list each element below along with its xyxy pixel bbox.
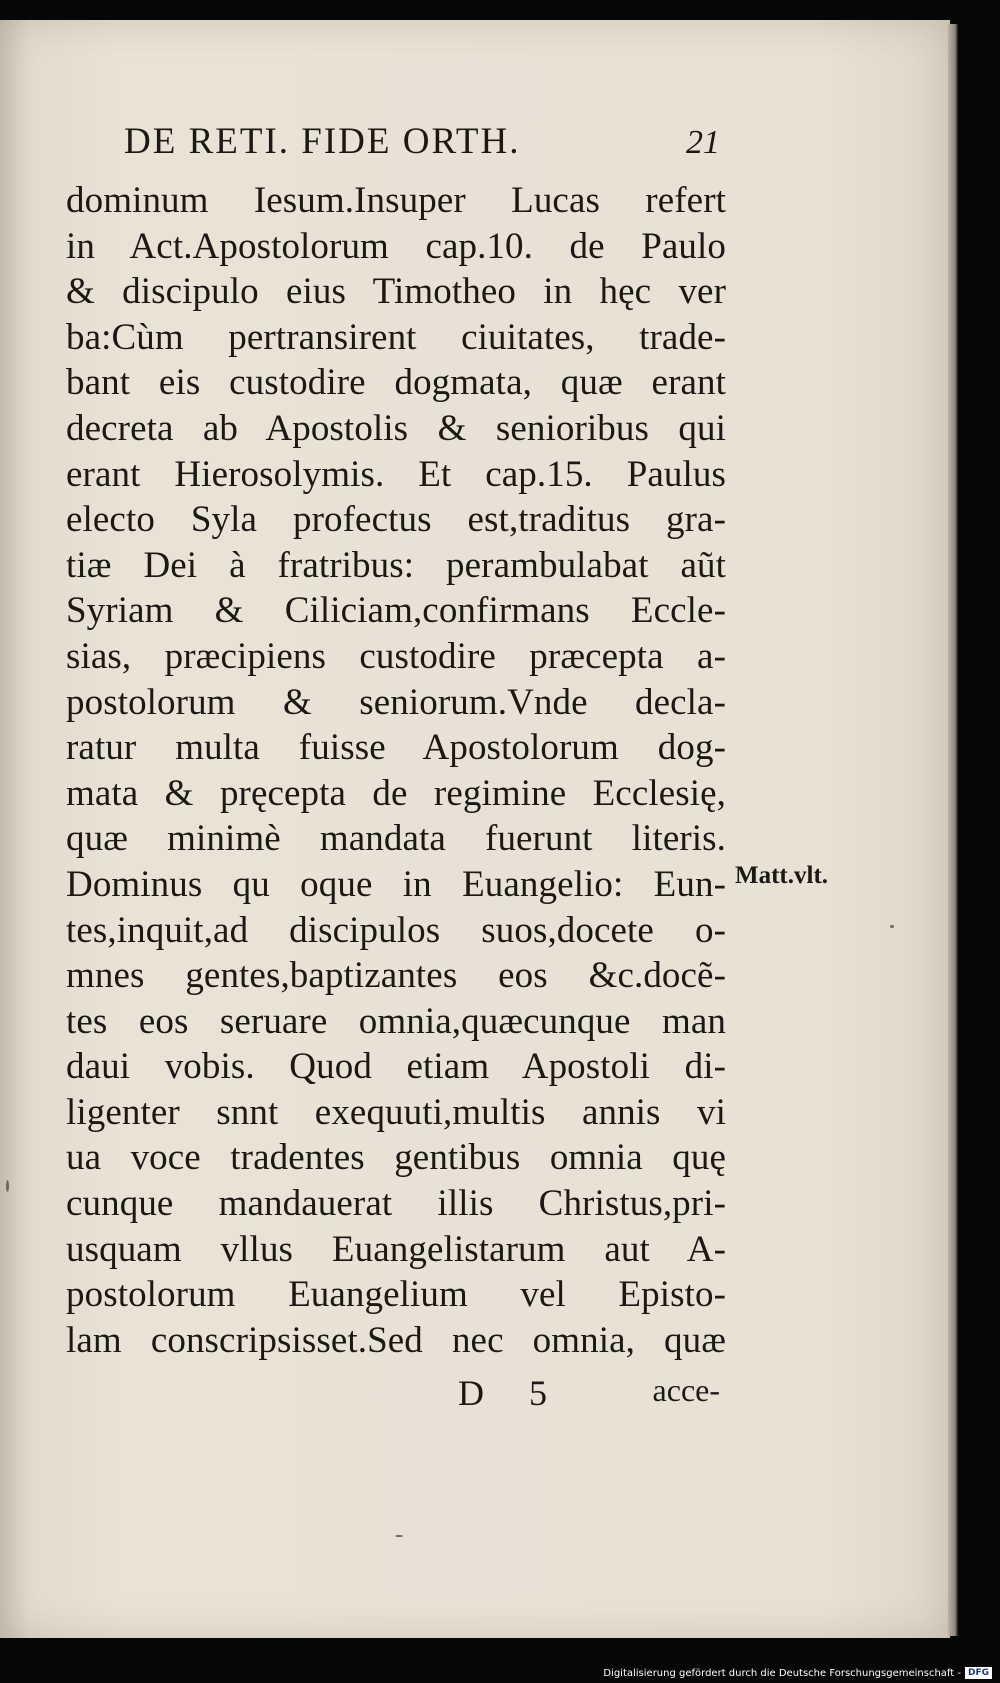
page-edge (948, 24, 958, 1636)
text-line: sias, præcipiens custodire præcepta a- (66, 635, 726, 677)
text-line: Dominus qu oque in Euangelio: Eun- (66, 863, 726, 905)
text-line: postolorum Euangelium vel Episto- (66, 1274, 726, 1316)
text-line: electo Syla profectus est,traditus gra- (66, 499, 726, 541)
text-line: dominum Iesum.Insuper Lucas refert (66, 180, 726, 221)
text-line: ligenter snnt exequuti,multis annis vi (66, 1091, 726, 1133)
text-line: ratur multa fuisse Apostolorum dog- (66, 727, 726, 769)
marginal-note: Matt.vlt. (735, 862, 829, 889)
dfg-logo: DFG (965, 1667, 992, 1679)
paper-speck (395, 1535, 403, 1537)
text-line: bant eis custodire dogmata, quæ erant (66, 362, 726, 404)
page-footer (66, 1372, 726, 1422)
text-line: tes eos seruare omnia,quæcunque man (66, 1000, 726, 1042)
text-line: erant Hierosolymis. Et cap.15. Paulus (66, 453, 726, 495)
text-line: in Act.Apostolorum cap.10. de Paulo (66, 225, 726, 267)
digitization-notice (603, 1667, 992, 1679)
text-line: mata & pręcepta de regimine Ecclesię, (66, 772, 726, 814)
text-line: quæ minimè mandata fuerunt literis. (66, 818, 726, 860)
catchword: acce- (652, 1372, 720, 1408)
text-line: usquam vllus Euangelistarum aut A- (66, 1228, 726, 1270)
paper-speck (6, 1180, 9, 1192)
page-number: 21 (686, 124, 720, 161)
paper-speck (890, 925, 894, 928)
running-head-title: DE RETI. FIDE ORTH. (124, 121, 521, 162)
text-line: tes,inquit,ad discipulos suos,docete o- (66, 909, 726, 951)
body-text (66, 178, 726, 1363)
text-line: decreta ab Apostolis & senioribus qui (66, 407, 726, 449)
text-line: Syriam & Ciliciam,confirmans Eccle- (66, 590, 726, 632)
text-line: tiæ Dei à fratribus: perambulabat aũt (66, 544, 726, 586)
running-head (66, 120, 726, 178)
text-line: postolorum & seniorum.Vnde decla- (66, 681, 726, 723)
book-page (0, 20, 950, 1638)
signature-mark: D 5 (458, 1373, 565, 1413)
text-line: lam conscripsisset.Sed nec omnia, quæ (66, 1319, 726, 1361)
text-block (66, 120, 726, 1363)
text-line: mnes gentes,baptizantes eos &c.docẽ- (66, 955, 726, 997)
digitization-text: Digitalisierung gefördert durch die Deutsche Forschungsgemeinschaft - (603, 1667, 961, 1679)
text-line: ua voce tradentes gentibus omnia quę (66, 1137, 726, 1179)
text-line: ba:Cùm pertransirent ciuitates, trade- (66, 316, 726, 358)
text-line: daui vobis. Quod etiam Apostoli di- (66, 1046, 726, 1088)
text-line: cunque mandauerat illis Christus,pri- (66, 1183, 726, 1225)
text-line: & discipulo eius Timotheo in hęc ver (66, 271, 726, 313)
